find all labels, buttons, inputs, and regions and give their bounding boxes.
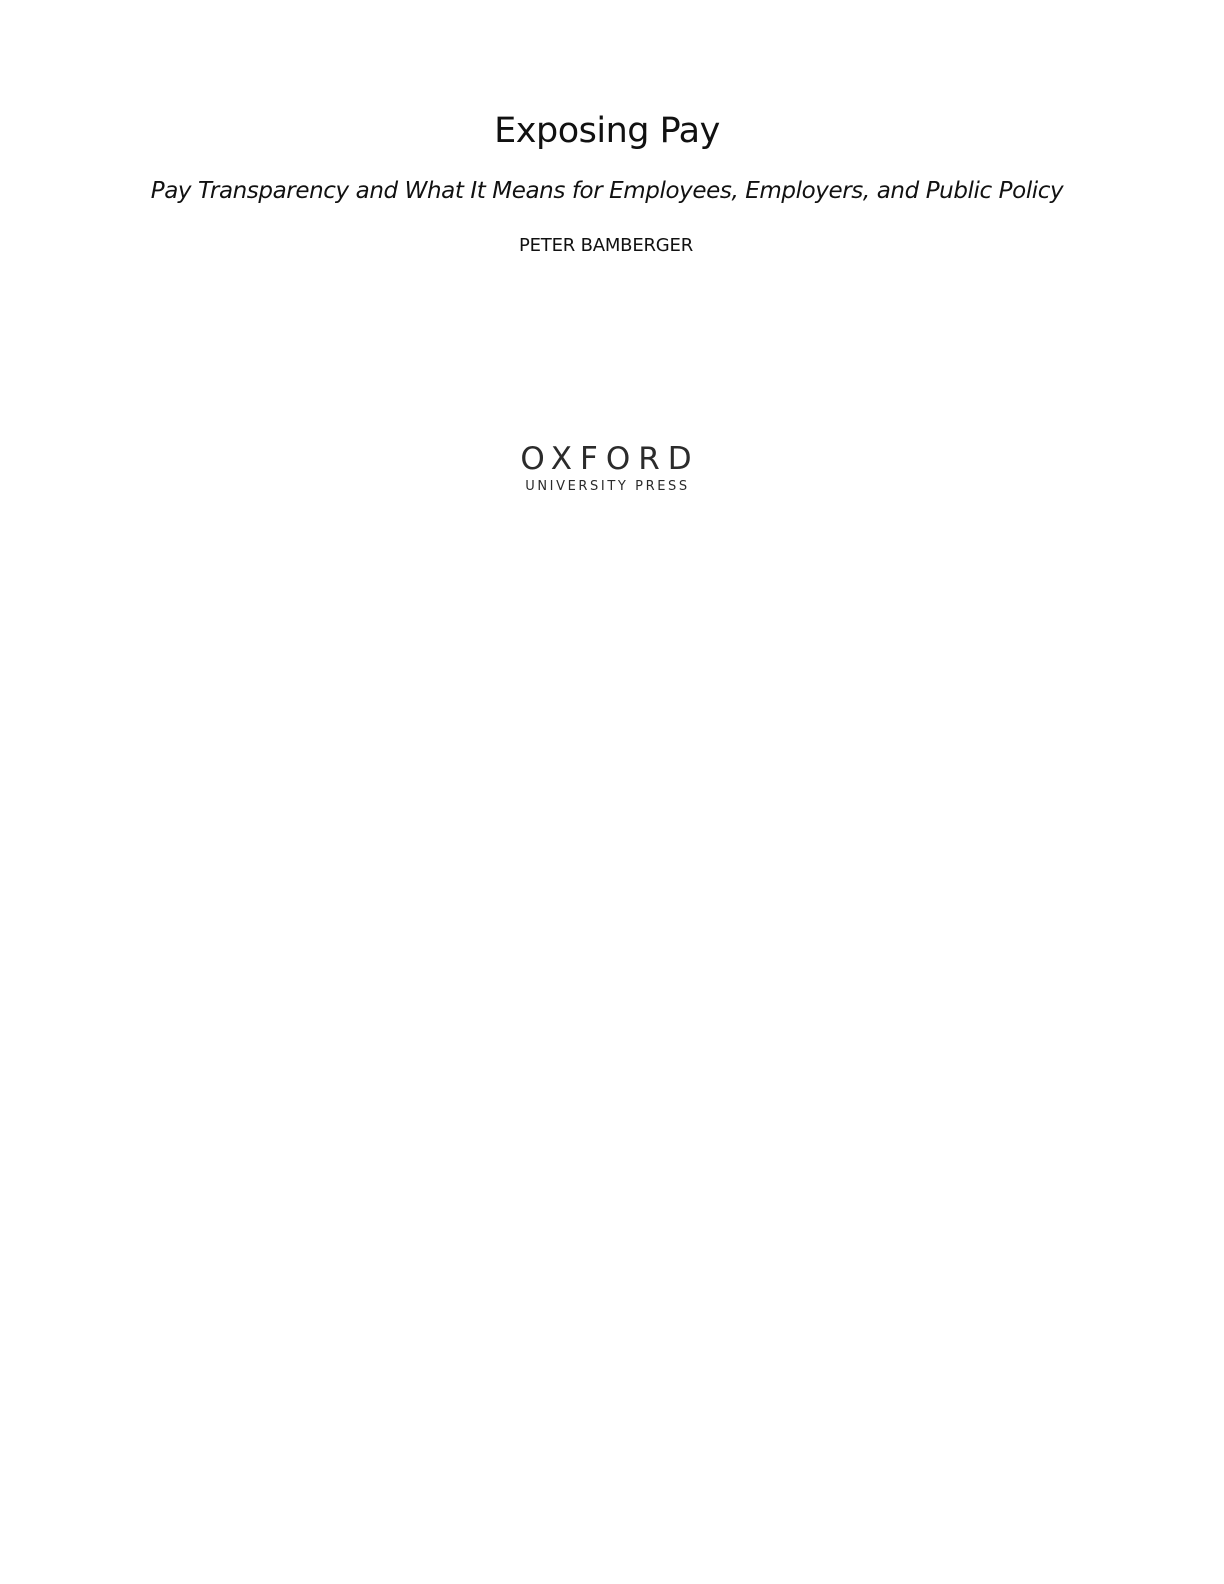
publisher-logo-main: OXFORD [520, 441, 700, 477]
publisher-logo [500, 440, 712, 500]
book-subtitle: Pay Transparency and What It Means for Employees, Employers, and Public Policy [150, 178, 1064, 204]
publisher-logo-sub: UNIVERSITY PRESS [525, 479, 690, 494]
author-name: PETER BAMBERGER [518, 235, 694, 256]
book-title: Exposing Pay [494, 111, 720, 151]
